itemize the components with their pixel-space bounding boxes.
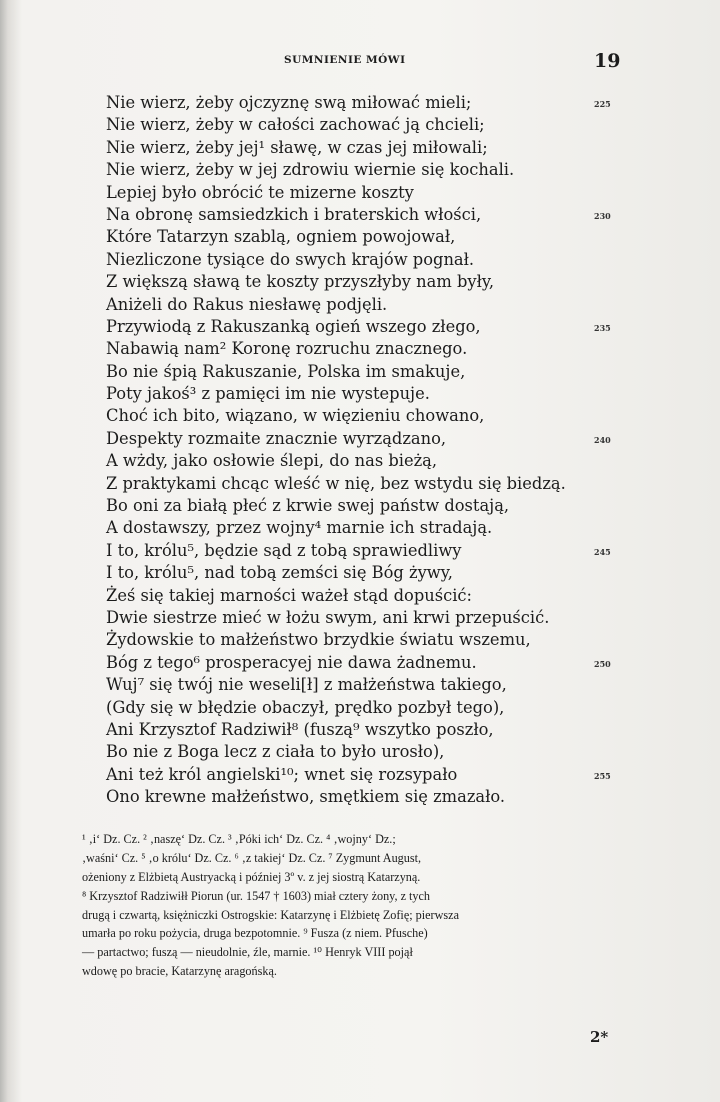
verse-line — [106, 338, 626, 360]
verse-line — [106, 450, 626, 472]
verse-text: Poty jakoś³ z pamięci im nie wystepuje. — [106, 384, 430, 404]
verse-line — [106, 562, 626, 584]
verse-text: Wuj⁷ się twój nie weseli[ł] z małżeństwa takiego, — [106, 675, 507, 695]
verse-text: Z praktykami chcąc wleść w nię, bez wstydu się biedzą. — [106, 473, 566, 493]
verse-line — [106, 652, 626, 674]
verse-text: (Gdy się w błędzie obaczył, prędko pozbył tego), — [106, 697, 505, 717]
verse-text: I to, królu⁵, będzie sąd z tobą sprawiedliwy — [106, 540, 462, 560]
sheet-signature-mark: 2* — [590, 1028, 609, 1046]
verse-line — [106, 92, 626, 114]
verse-text: A wżdy, jako osłowie ślepi, do nas bieżą, — [106, 451, 438, 471]
verse-line — [106, 517, 626, 539]
footnote-line: ¹ ‚i‘ Dz. Cz. ² ‚naszę‘ Dz. Cz. ³ ‚Póki ich‘ Dz. Cz. ⁴ ‚wojny‘ Dz.; — [82, 832, 396, 846]
verse-text: Bóg z tego⁶ prosperacyej nie dawa żadnemu. — [106, 652, 477, 672]
verse-line — [106, 674, 626, 696]
footnote-line: umarła po roku pożycia, druga bezpotomnie. ⁹ Fusza (z niem. Pfusche) — [82, 926, 428, 941]
poem-verses — [106, 92, 626, 809]
verse-line — [106, 540, 626, 562]
verse-line — [106, 114, 626, 136]
verse-line — [106, 159, 626, 181]
line-number: 240 — [594, 434, 611, 445]
verse-text: Nabawią nam² Koronę rozruchu znacznego. — [106, 339, 468, 359]
verse-text: Z większą sławą te koszty przyszłyby nam były, — [106, 272, 495, 292]
verse-text: Bo nie śpią Rakuszanie, Polska im smakuje, — [106, 361, 466, 381]
verse-text: Przywiodą z Rakuszanką ogień wszego złego, — [106, 316, 481, 336]
verse-text: Aniżeli do Rakus niesławę podjęli. — [106, 294, 388, 314]
verse-text: Ani też król angielski¹⁰; wnet się rozsypało — [106, 764, 458, 784]
verse-line — [106, 137, 626, 159]
verse-text: Nie wierz, żeby ojczyznę swą miłować mieli; — [106, 93, 472, 112]
verse-line — [106, 473, 626, 495]
verse-line — [106, 428, 626, 450]
verse-line — [106, 316, 626, 338]
verse-text: Żydowskie to małżeństwo brzydkie światu wszemu, — [106, 630, 531, 650]
verse-line — [106, 495, 626, 517]
footnote-line: wdowę po bracie, Katarzynę aragońską. — [82, 964, 277, 979]
page-header — [0, 50, 720, 80]
line-number: 225 — [594, 99, 611, 109]
verse-text: Ani Krzysztof Radziwił⁸ (fuszą⁹ wszytko poszło, — [106, 719, 494, 739]
line-number: 235 — [594, 322, 611, 333]
footnote-line: ⁸ Krzysztof Radziwiłł Piorun (ur. 1547 † 1603) miał cztery żony, z tych — [82, 888, 431, 903]
verse-text: Lepiej było obrócić te mizerne koszty — [106, 182, 414, 202]
verse-line — [106, 764, 626, 786]
line-number: 250 — [594, 658, 611, 669]
verse-text: Na obronę samsiedzkich i braterskich włości, — [106, 204, 482, 224]
verse-line — [106, 405, 626, 427]
verse-line — [106, 383, 626, 405]
verse-text: Dwie siestrze mieć w łożu swym, ani krwi przepuścić. — [106, 607, 550, 627]
verse-line — [106, 226, 626, 248]
verse-text: Bo oni za białą płeć z krwie swej państw dostają, — [106, 496, 510, 516]
verse-text: I to, królu⁵, nad tobą zemści się Bóg żywy, — [106, 563, 453, 583]
footnote-line: ożeniony z Elżbietą Austryacką i później 3º v. z jej siostrą Katarzyną. — [82, 869, 421, 884]
verse-text: Nie wierz, żeby w całości zachować ją chcieli; — [106, 115, 485, 135]
verse-text: Niezliczone tysiące do swych krajów pognał. — [106, 249, 475, 269]
running-title: SUMNIENIE MÓWI — [284, 54, 406, 66]
verse-text: Despekty rozmaite znacznie wyrządzano, — [106, 428, 447, 448]
verse-line — [106, 249, 626, 271]
verse-line — [106, 361, 626, 383]
verse-line — [106, 204, 626, 226]
verse-line — [106, 629, 626, 651]
verse-line — [106, 719, 626, 741]
verse-text: Nie wierz, żeby w jej zdrowiu wiernie się kochali. — [106, 160, 515, 180]
verse-line — [106, 585, 626, 607]
footnote-line: ‚waśni‘ Cz. ⁵ ‚o królu‘ Dz. Cz. ⁶ ‚z takiej‘ Dz. Cz. ⁷ Zygmunt August, — [82, 850, 422, 865]
line-number: 230 — [594, 210, 611, 221]
footnote-line: — partactwo; fuszą — nieudolnie, źle, marnie. ¹⁰ Henryk VIII pojął — [82, 945, 413, 960]
verse-text: Bo nie z Boga lecz z ciała to było urosło), — [106, 742, 445, 762]
verse-text: Żeś się takiej marności ważeł stąd dopuścić: — [106, 585, 473, 605]
line-number: 245 — [594, 546, 611, 557]
footnotes — [82, 830, 614, 981]
verse-text: Ono krewne małżeństwo, smętkiem się zmazało. — [106, 787, 506, 807]
footnote-line: drugą i czwartą, księżniczki Ostrogskie: Katarzynę i Elżbietę Zofię; pierwsza — [82, 907, 459, 922]
verse-text: A dostawszy, przez wojny⁴ marnie ich stradają. — [106, 518, 493, 538]
line-number: 255 — [594, 770, 611, 781]
page-number: 19 — [594, 50, 621, 72]
verse-line — [106, 741, 626, 763]
verse-text: Które Tatarzyn szablą, ogniem powojował, — [106, 227, 456, 247]
verse-line — [106, 271, 626, 293]
verse-line — [106, 182, 626, 204]
verse-text: Choć ich bito, wiązano, w więzieniu chowano, — [106, 406, 485, 426]
verse-text: Nie wierz, żeby jej¹ sławę, w czas jej miłowali; — [106, 137, 488, 157]
verse-line — [106, 786, 626, 808]
verse-line — [106, 294, 626, 316]
verse-line — [106, 697, 626, 719]
verse-line — [106, 607, 626, 629]
